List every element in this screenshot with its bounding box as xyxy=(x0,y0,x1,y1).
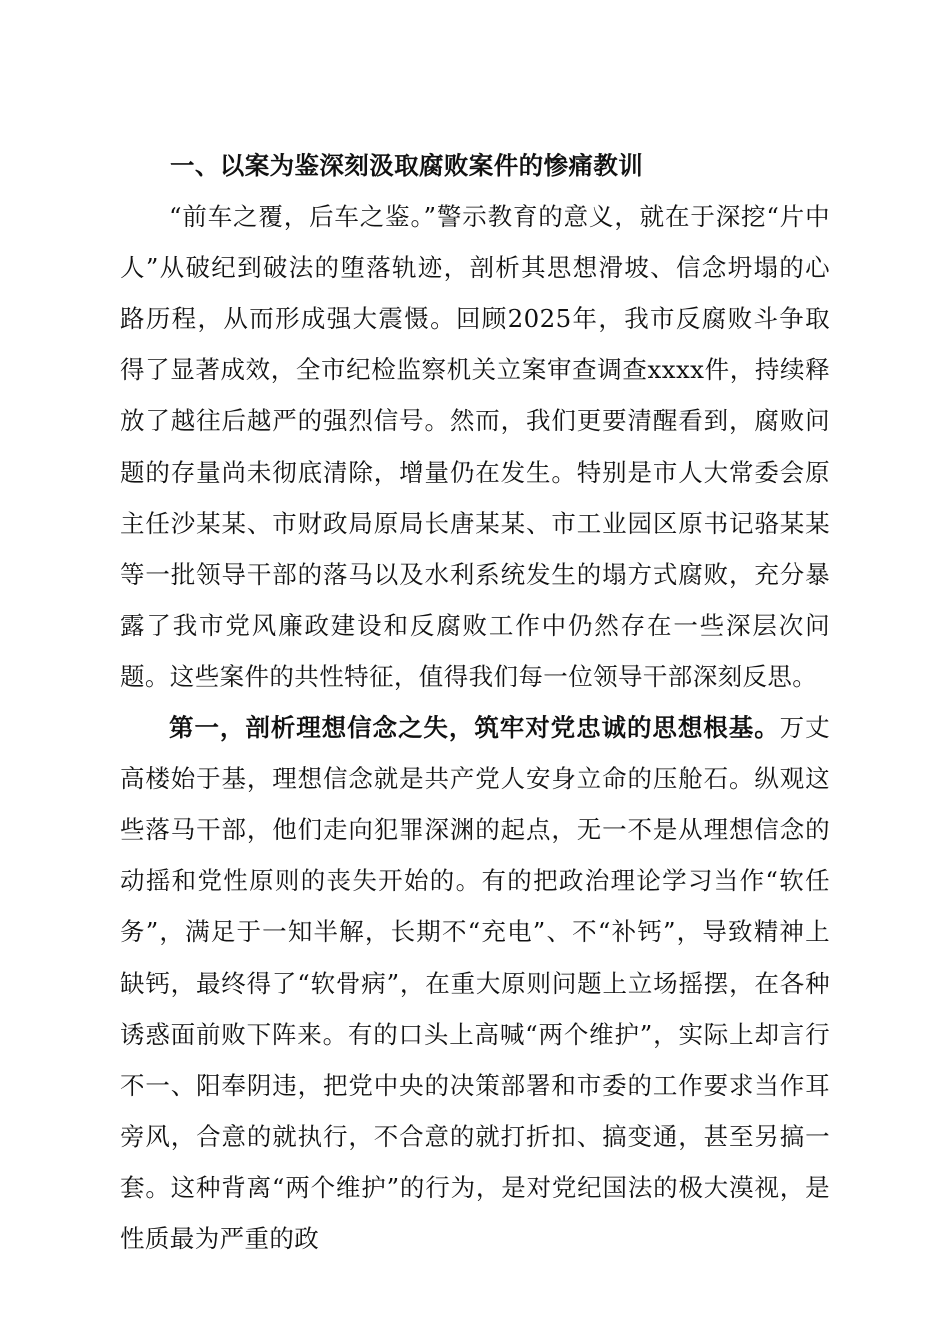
section-heading: 一、以案为鉴深刻汲取腐败案件的惨痛教训 xyxy=(170,151,644,180)
paragraph-body-text: 万丈高楼始于基，理想信念就是共产党人安身立命的压舱石。纵观这些落马干部，他们走向犯罪深渊的起点，无一不是从理想信念的动摇和党性原则的丧失开始的。有的把政治理论学习当作“软任务”，满足于一知半解，长期不“充电”、不“补钙”，导致精神上缺钙，最终得了“软骨病”，在重大原则问题上立场摇摆，在各种诱惑面前败下阵来。有的口头上高喊“两个维护”，实际上却言行不一、阳奉阴违，把党中央的决策部署和市委的工作要求当作耳旁风，合意的就执行，不合意的就打折扣、搞变通，甚至另搞一套。这种背离“两个维护”的行为，是对党纪国法的极大漠视，是性质最为严重的政 xyxy=(120,713,830,1253)
paragraph-lead-sentence: 第一，剖析理想信念之失，筑牢对党忠诚的思想根基。 xyxy=(169,713,780,743)
paragraph-first-point xyxy=(120,702,830,1264)
document-body xyxy=(120,140,830,1264)
paragraph-intro: “前车之覆，后车之鉴。”警示教育的意义，就在于深挖“片中人”从破纪到破法的堕落轨迹，剖析其思想滑坡、信念坍塌的心路历程，从而形成强大震慑。回顾2025年，我市反腐败斗争取得了显著成效，全市纪检监察机关立案审查调查xxxx件，持续释放了越往后越严的强烈信号。然而，我们更要清醒看到，腐败问题的存量尚未彻底清除，增量仍在发生。特别是市人大常委会原主任沙某某、市财政局原局长唐某某、市工业园区原书记骆某某等一批领导干部的落马以及水利系统发生的塌方式腐败，充分暴露了我市党风廉政建设和反腐败工作中仍然存在一些深层次问题。这些案件的共性特征，值得我们每一位领导干部深刻反思。 xyxy=(120,202,830,691)
